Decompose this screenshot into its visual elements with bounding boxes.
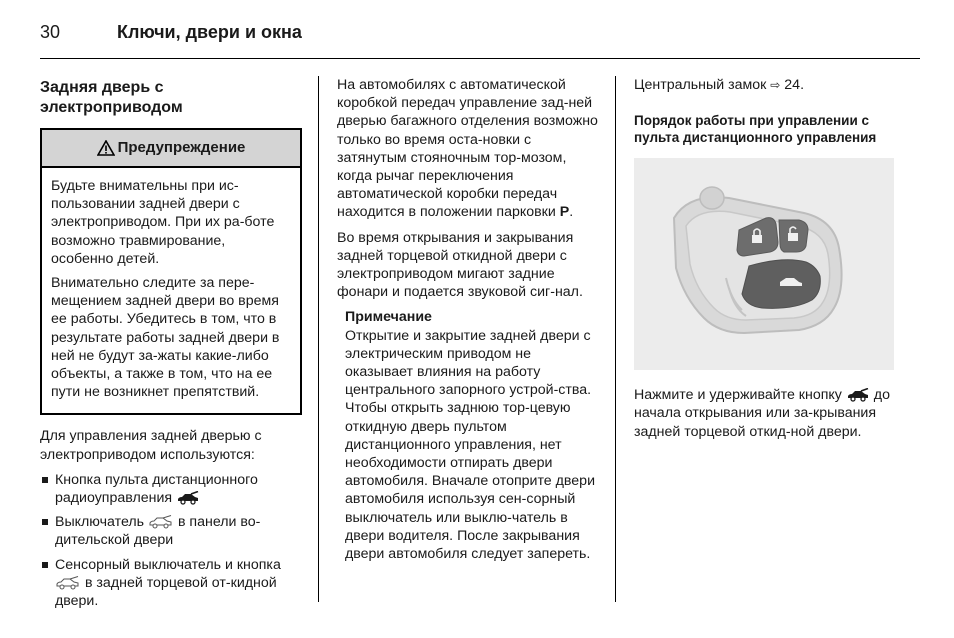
note-title: Примечание — [345, 309, 432, 326]
list-item: Выключатель в панели во-дительской двери — [40, 513, 302, 549]
warning-paragraph: Будьте внимательны при ис-пользовании задней двери с электроприводом. При их ра-боте возможно травмирование, особенно детей. — [51, 178, 275, 267]
car-trunk-outline-icon — [55, 576, 81, 590]
column-divider — [318, 76, 319, 602]
warning-title: Предупреждение — [117, 138, 246, 156]
page-header — [40, 18, 920, 59]
chapter-title: Ключи, двери и окна — [117, 22, 302, 42]
reference-page: 24. — [784, 77, 805, 93]
section-title: Задняя дверь с электроприводом — [40, 79, 183, 116]
paragraph: На автомобилях с автоматической коробкой передач управление зад-ней дверью багажного отделения возможно только во время оста-новки с затянутым стояночным тор-мозом, когда рычаг переключения автоматической коробки передач находится в положении парковки P. — [337, 77, 598, 221]
intro-paragraph: Для управления задней дверью с электроприводом используются: — [40, 428, 262, 463]
note-block — [345, 308, 599, 563]
instruction-paragraph: Нажмите и удерживайте кнопку до начала открывания или за-крывания задней торцевой откид-ной двери. — [634, 387, 890, 440]
warning-paragraph: Внимательно следите за пере-мещением задней двери во время ее работы. Убедитесь в том, что в результате работы задней двери в ней не будут за-жаты какие-либо объекты, а также в том, что на ее пути не возникнет препятствий. — [51, 275, 280, 401]
list-item: Кнопка пульта дистанционного радиоуправления — [40, 471, 302, 507]
note-text: Открытие и закрытие задней двери с электрическим приводом не оказывает влияния на работу центрального запорного устрой-ства. Чтобы открыть заднюю тор-цевую откидную дверь пультом дистанционного управления, нет необходимости отпирать двери автомобиля. Вначале отоприте двери автомобиля используя сен-сорный выключатель или выклю-чатель в двери водителя. После закрывания двери автомобиля следует запереть. — [345, 327, 595, 563]
subsection-title: Порядок работы при управлении с пульта дистанционного управления — [634, 113, 877, 146]
warning-triangle-icon — [97, 140, 115, 156]
controls-list — [40, 471, 302, 610]
warning-header — [42, 130, 300, 168]
warning-box — [40, 128, 302, 415]
paragraph: Во время открывания и закрывания задней торцевой откидной двери с электроприводом мигают задние фонари и подается звуковой сиг-нал. — [337, 229, 583, 301]
column-2 — [337, 76, 599, 563]
remote-key-illustration — [634, 158, 894, 370]
column-1 — [40, 70, 302, 616]
cross-reference: Центральный замок ⇨ 24. — [634, 77, 805, 93]
car-trunk-open-icon — [846, 388, 870, 402]
car-trunk-outline-icon — [148, 515, 174, 529]
list-item: Сенсорный выключатель и кнопка в задней торцевой от-кидной двери. — [40, 556, 302, 611]
park-symbol: P — [559, 204, 570, 221]
page-number: 30 — [40, 22, 61, 42]
car-trunk-open-icon — [176, 491, 200, 505]
column-3 — [634, 76, 896, 448]
reference-arrow-icon: ⇨ — [770, 78, 781, 92]
column-divider — [615, 76, 616, 602]
